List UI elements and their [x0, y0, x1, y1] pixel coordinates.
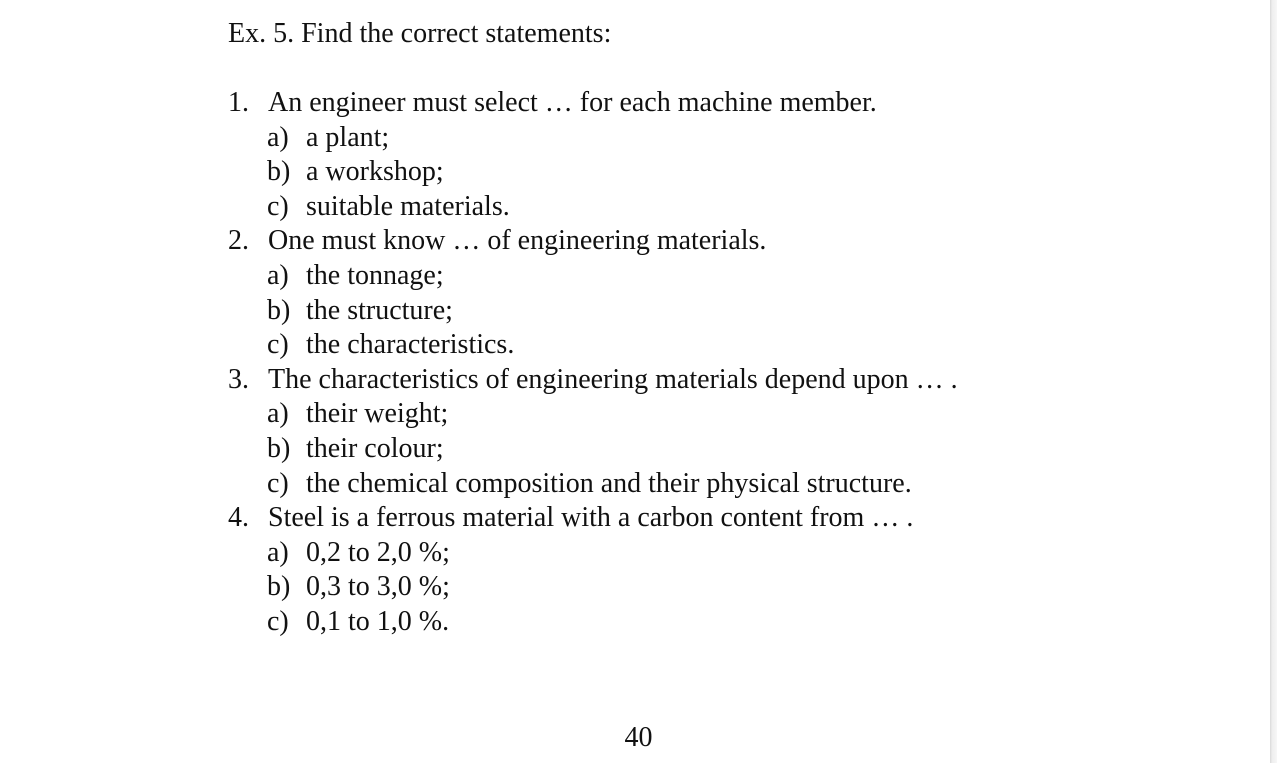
question-line: [228, 501, 958, 536]
option-text: suitable materials.: [306, 190, 510, 222]
question-number: 1.: [228, 87, 249, 118]
option-letter: a): [267, 259, 289, 291]
question-text: An engineer must select … for each machine member.: [268, 87, 877, 118]
option-text: the tonnage;: [306, 259, 444, 291]
option-list: [228, 259, 958, 363]
option-text: a plant;: [306, 121, 390, 153]
option-item: [267, 328, 958, 363]
question-number: 4.: [228, 502, 249, 534]
option-letter: a): [267, 121, 289, 153]
option-item: [267, 397, 958, 432]
exercise-heading: Ex. 5. Find the correct statements:: [228, 18, 612, 49]
page-edge-shadow: [1270, 0, 1277, 763]
option-list: [228, 397, 958, 501]
question-number: 3.: [228, 363, 249, 395]
option-item: [267, 432, 958, 467]
question-item: [228, 86, 958, 224]
question-text: The characteristics of engineering materials depend upon … .: [268, 363, 958, 395]
page-number: 40: [624, 722, 653, 753]
question-line: [228, 224, 958, 259]
option-letter: b): [267, 571, 291, 603]
option-item: [267, 155, 958, 190]
option-letter: b): [267, 294, 291, 326]
option-text: 0,3 to 3,0 %;: [306, 571, 450, 603]
option-letter: c): [267, 329, 289, 361]
option-letter: b): [267, 432, 291, 464]
question-text: One must know … of engineering materials.: [268, 225, 767, 257]
option-text: the structure;: [306, 294, 453, 326]
option-item: [267, 190, 958, 225]
question-list: [228, 86, 958, 640]
question-item: [228, 363, 958, 501]
option-text: a workshop;: [306, 156, 444, 188]
option-letter: c): [267, 467, 289, 499]
option-text: their colour;: [306, 432, 444, 464]
option-item: [267, 259, 958, 294]
question-item: [228, 501, 958, 639]
option-letter: a): [267, 536, 289, 568]
question-line: [228, 363, 958, 398]
option-letter: c): [267, 190, 289, 222]
option-item: [267, 294, 958, 329]
option-item: [267, 467, 958, 502]
question-number: 2.: [228, 225, 249, 257]
question-text: Steel is a ferrous material with a carbon content from … .: [268, 502, 914, 534]
question-item: [228, 224, 958, 362]
option-text: their weight;: [306, 398, 449, 430]
option-text: the chemical composition and their physical structure.: [306, 467, 912, 499]
option-item: [267, 605, 958, 640]
option-text: 0,1 to 1,0 %.: [306, 605, 450, 637]
option-text: 0,2 to 2,0 %;: [306, 536, 450, 568]
option-letter: b): [267, 156, 291, 188]
option-item: [267, 536, 958, 571]
question-line: [228, 86, 958, 121]
option-item: [267, 121, 958, 156]
option-letter: a): [267, 398, 289, 430]
option-list: [228, 536, 958, 640]
option-letter: c): [267, 605, 289, 637]
option-list: [228, 121, 958, 225]
option-item: [267, 570, 958, 605]
option-text: the characteristics.: [306, 329, 515, 361]
